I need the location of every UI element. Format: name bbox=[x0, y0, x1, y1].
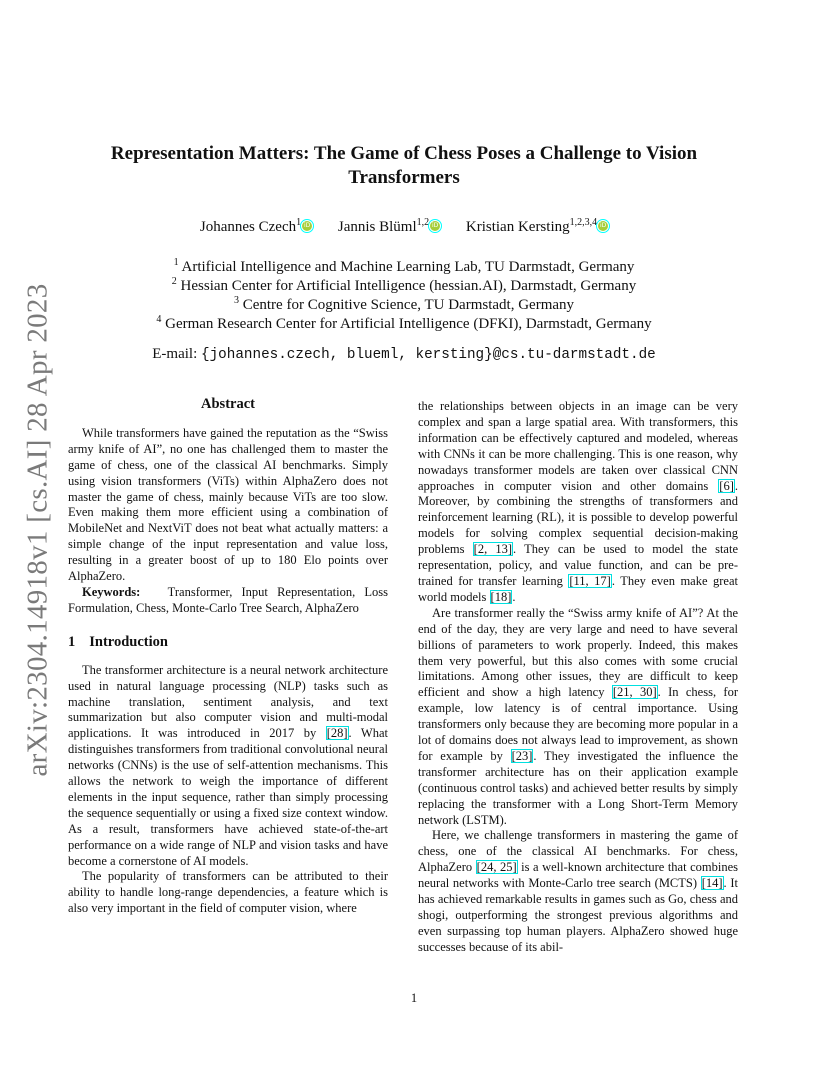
citation-link[interactable]: [23] bbox=[511, 748, 533, 763]
citation-link[interactable]: [21, 30] bbox=[612, 685, 657, 700]
arxiv-identifier: arXiv:2304.14918v1 [cs.AI] 28 Apr 2023 bbox=[21, 283, 54, 777]
author-kersting: Kristian Kersting$^{1,2,3,4}$ iD bbox=[465, 217, 607, 235]
abstract-heading: Abstract bbox=[201, 396, 255, 412]
section-heading: 1 Introduction bbox=[68, 633, 168, 650]
author-czech: Johannes Czech$^1$ iD bbox=[199, 217, 311, 235]
citation-link[interactable]: [28] bbox=[326, 726, 348, 741]
paper-title: Representation Matters: The Game of Chess Poses a Challenge to Vision Transformers bbox=[110, 143, 698, 188]
page-number: 1 bbox=[410, 991, 418, 1005]
citation-link[interactable]: [11, 17] bbox=[569, 573, 611, 588]
abstract-text: While transformers have gained the reputation as the “Swiss army knife of AI”, no one has challenged them to master the game of chess, one of the classical AI benchmarks. Simply using vision transformers (ViTs) within AlphaZero does not master the game of chess, mainly because ViTs are too slow. Even making them more efficient using a combination of MobileNet and NextViT does not beat what actually matters: a simple change of the input representation and value loss, resulting in a greater boost of up to 180 Elo points over AlphaZero. bbox=[68, 425, 388, 584]
email-address[interactable]: {johannes.czech, blueml, kersting}@cs.tu-darmstadt.de bbox=[201, 347, 656, 363]
left-column bbox=[68, 397, 388, 917]
orcid-icon[interactable]: iD bbox=[303, 222, 311, 229]
citation-link[interactable]: [18] bbox=[490, 589, 512, 604]
intro-paragraph-1: The transformer architecture is a neural network architecture used in natural language processing (NLP) tasks such as machine translation, sentiment analysis, and text summarization but also computer vision and multi-modal applications. It was introduced in 2017 by [28]. What distinguishes transformers from traditional convolutional neural networks (CNNs) is the use of self-attention mechanisms. This allows the network to weigh the importance of different elements in the input sequence, rather than simply processing the sequence sequentially or using a fixed size context window. As a result, transformers have achieved state-of-the-art performance on a wide range of NLP and vision tasks and have become a cornerstone of AI models. bbox=[68, 662, 389, 868]
citation-link[interactable]: [6] bbox=[719, 478, 734, 493]
affiliation: $^4$ German Research Center for Artificial Intelligence (DFKI), Darmstadt, Germany bbox=[156, 314, 652, 332]
right-column bbox=[418, 399, 738, 956]
affiliation: $^1$ Artificial Intelligence and Machine Learning Lab, TU Darmstadt, Germany bbox=[173, 257, 635, 275]
intro-paragraph-4: Here, we challenge transformers in mastering the game of chess, one of the classical AI benchmarks. For chess, AlphaZero [24, 25] is a well-known architecture that combines neural networks with Monte-Carlo tree search (MCTS) [14]. It has achieved remarkable results in games such as Go, chess and shogi, outperforming the strongest previous algorithms and even surpassing top human players. AlphaZero showed huge successes because of its abil- bbox=[418, 828, 739, 954]
contact-email: E-mail: {johannes.czech, blueml, kersting}@cs.tu-darmstadt.de bbox=[152, 346, 656, 363]
citation-link[interactable]: [14] bbox=[701, 876, 723, 891]
affiliation: $^3$ Centre for Cognitive Science, TU Darmstadt, Germany bbox=[233, 295, 575, 313]
author-bluml: Jannis Blüml$^{1,2}$ iD bbox=[337, 217, 439, 235]
affiliation: $^2$ Hessian Center for Artificial Intelligence (hessian.AI), Darmstadt, Germany bbox=[171, 276, 637, 294]
intro-paragraph-3: Are transformer really the “Swiss army knife of AI”? At the end of the day, they are very large and need to have several billions of parameters to work properly. Indeed, this makes them very powerful, but this also comes with some crucial limitations. Among other issues, they are difficult to keep efficient and show a high latency [21, 30]. In chess, for example, low latency is of central importance. Using transformers only because they are becoming more popular in a lot of domains does not always lead to improvement, as shown for example by [23]. They investigated the influence the transformer architecture has on their application example (continuous control tasks) and achieved better results by simply replacing the transformer with a Long Short-Term Memory network (LSTM). bbox=[418, 605, 739, 827]
author-list bbox=[70, 219, 738, 236]
intro-paragraph-2-cont: the relationships between objects in an image can be very complex and span a large spatial area. With transformers, this information can be effectively captured and modeled, whereas with CNNs it can be more challenging. This is one reason, why nowadays transformer models are taken over classical CNN approaches in computer vision and other domains [6]. Moreover, by combining the strengths of transformers and reinforcement learning (RL), it is possible to develop powerful models for solving complex sequential decision-making problems [2, 13]. They can be used to model the state representation, policy, and value function, and can be pre-trained for transfer learning [11, 17]. They even make great world models [18]. bbox=[418, 399, 738, 604]
keywords: Keywords: Transformer, Input Representation, Loss Formulation, Chess, Monte-Carlo Tree Search, AlphaZero bbox=[68, 584, 388, 615]
citation-link[interactable]: [2, 13] bbox=[473, 542, 513, 557]
affiliations bbox=[70, 258, 738, 334]
orcid-icon[interactable]: iD bbox=[599, 222, 607, 229]
citation-link[interactable]: [24, 25] bbox=[476, 860, 517, 875]
orcid-icon[interactable]: iD bbox=[431, 222, 439, 229]
intro-paragraph-2: The popularity of transformers can be attributed to their ability to handle long-range dependencies, a feature which is also very important in the field of computer vision, where bbox=[68, 869, 388, 916]
